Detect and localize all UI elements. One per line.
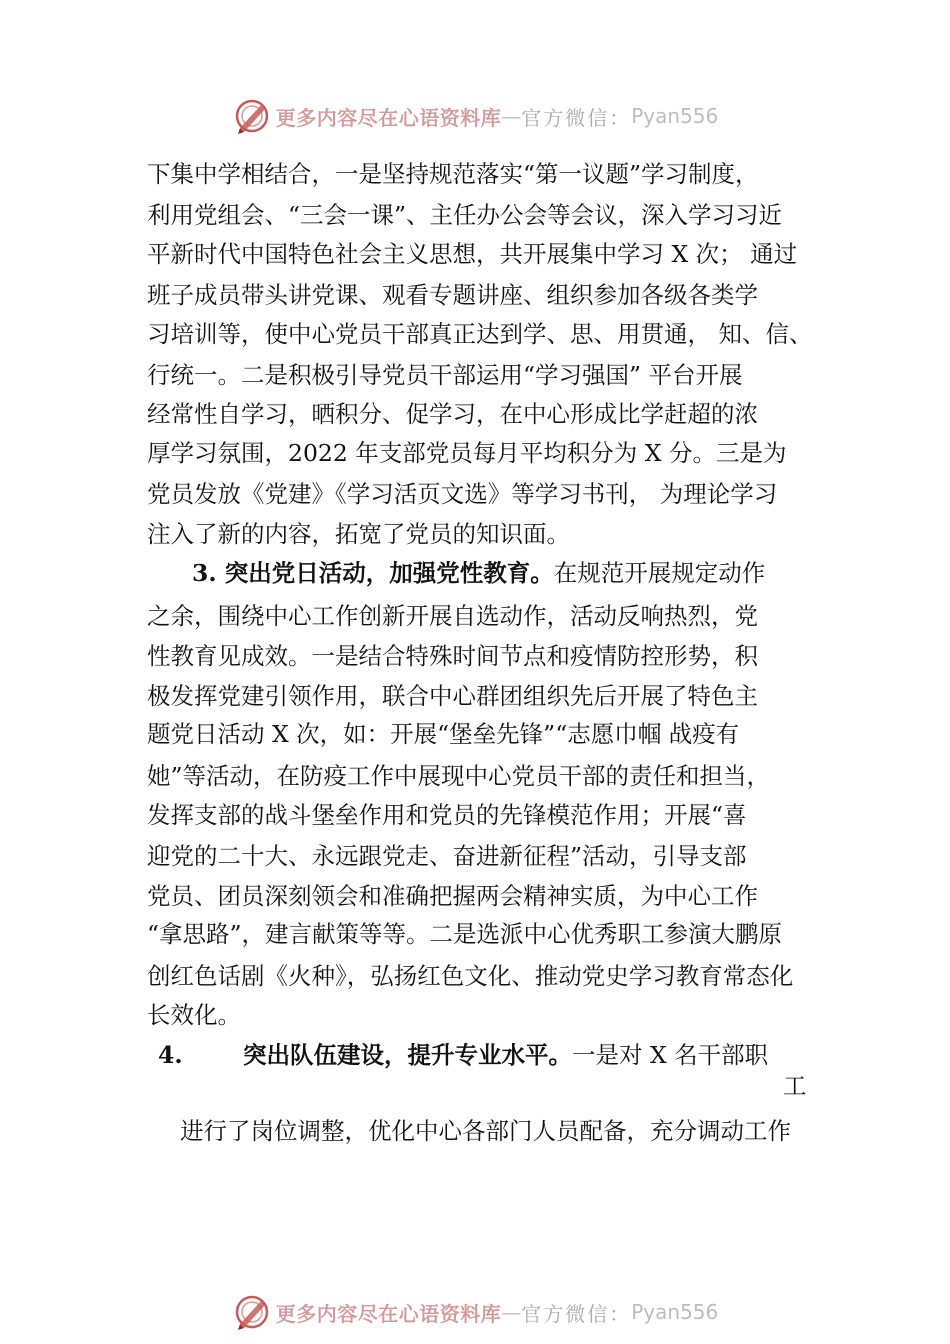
watermark-header [0, 96, 950, 136]
text-line: 进行了岗位调整，优化中心各部门人员配备，充分调动工作 [180, 1117, 791, 1145]
section-3-text: 在规范开展规定动作 [553, 559, 766, 587]
text-line: 之余，围绕中心工作创新开展自选动作，活动反响热烈，党 [147, 602, 758, 630]
section-4-number: 4. [158, 1041, 183, 1069]
pen-logo-icon [232, 1292, 272, 1332]
text-line: 迎党的二十大、永远跟党走、奋进新征程”活动，引导支部 [147, 842, 747, 870]
text-line: 下集中学相结合，一是坚持规范落实“第一议题”学习制度， [147, 160, 759, 188]
watermark-id: Pyan556 [631, 1300, 719, 1324]
text-line: 厚学习氛围，2022 年支部党员每月平均积分为 X 分。三是为 [147, 439, 787, 467]
watermark-separator: — [501, 104, 522, 128]
text-line: 行统一。二是积极引导党员干部运用“学习强国” 平台开展 [147, 361, 743, 389]
text-line: 发挥支部的战斗堡垒作用和党员的先锋模范作用；开展“喜 [147, 801, 747, 829]
text-line: 极发挥党建引领作用，联合中心群团组织先后开展了特色主 [147, 682, 758, 710]
text-line: 党员、团员深刻领会和准确把握两会精神实质，为中心工作 [147, 882, 758, 910]
watermark-footer [0, 1292, 950, 1332]
text-line: 创红色话剧《火种》，弘扬红色文化、推动党史学习教育常态化 [147, 962, 794, 990]
text-line: 注入了新的内容，拓宽了党员的知识面。 [147, 520, 570, 548]
watermark-label: 官方微信： [521, 1301, 632, 1326]
text-line: “拿思路”，建言献策等等。二是选派中心优秀职工参演大鹏原 [147, 920, 783, 948]
text-line: 利用党组会、“三会一课”、主任办公会等会议，深入学习习近 [147, 201, 783, 229]
text-line: 平新时代中国特色社会主义思想，共开展集中学习 X 次； 通过 [147, 240, 798, 268]
text-line: 长效化。 [147, 1001, 241, 1029]
text-line: 她”等活动，在防疫工作中展现中心党员干部的责任和担当， [147, 762, 771, 790]
section-4-heading: 突出队伍建设，提升专业水平。 [243, 1041, 572, 1069]
watermark-brand: 更多内容尽在心语资料库 [275, 1301, 502, 1326]
text-line: 性教育见成效。一是结合特殊时间节点和疫情防控形势，积 [147, 642, 758, 670]
section-3-heading: 3. 突出党日活动，加强党性教育。 [192, 559, 554, 587]
text-line: 经常性自学习，晒积分、促学习，在中心形成比学赶超的浓 [147, 400, 758, 428]
text-line: 题党日活动 X 次，如：开展“堡垒先锋”“志愿巾帼 战疫有 [147, 720, 740, 748]
section-3-line [192, 557, 882, 589]
watermark-id: Pyan556 [631, 104, 719, 128]
text-line: 班子成员带头讲党课、观看专题讲座、组织参加各级各类学 [147, 281, 758, 309]
watermark-brand: 更多内容尽在心语资料库 [275, 105, 502, 130]
watermark-label: 官方微信： [521, 105, 632, 130]
pen-logo-icon [232, 96, 272, 136]
watermark-separator: — [501, 1300, 522, 1324]
text-line: 党员发放《党建》《学习活页文选》等学习书刊， 为理论学习 [147, 480, 778, 508]
section-4-line [243, 1039, 768, 1071]
section-4-text: 一是对 X 名干部职 [572, 1041, 769, 1069]
text-line: 习培训等，使中心党员干部真正达到学、思、用贯通， 知、信、 [147, 320, 813, 348]
section-4-wrap: 工 [783, 1072, 807, 1100]
